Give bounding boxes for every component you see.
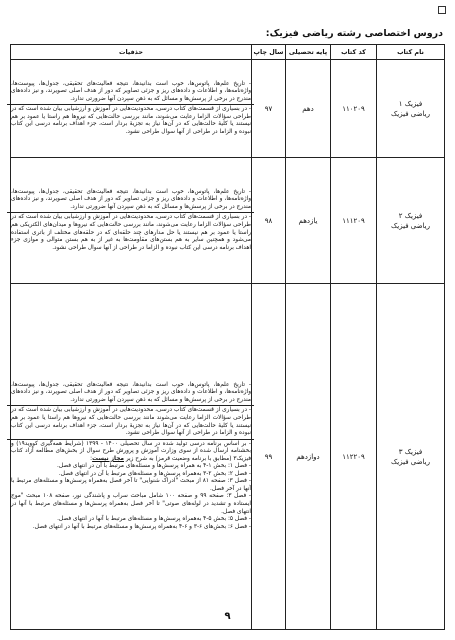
print-year: ۹۹ [252,284,286,630]
edition-paragraph [11,441,251,464]
book-name: فیزیک ۳ [398,447,423,456]
chapter-item: - فصل ۲: بخش ۲-۳ به‌همراه پرسش‌ها و مسئله‌های مرتبط با آن در انتهای فصل. [58,470,251,477]
book-name: فیزیک ۱ [398,99,423,108]
book-name-cell [377,284,445,630]
edition-paragraph: - در بسیاری از قسمت‌های کتاب درسی، محدودیت‌هایی در آموزش و ارزشیابی بیان شده است که در طراحی سؤالات الزاما رعایت می‌شوند، مانند بررسی حالت‌هایی که نیروها و میدان‌های الکتریکی هم راستا یا عمود بر هم نیستند یا حل مدارهای چند حلقه‌ای که در حلقه‌های مختلف از باتری استفاده می‌شود و همچنین سایر به هم بستن‌های مقاومت‌ها به غیر از به هم بستن متوالی و موازی جزء اهداف برنامه درسی این کتاب نبوده و الزاما در طراحی از آنها سوال طراحی نشود. [11,214,251,251]
header-book-name: نام کتاب [377,45,445,60]
editions-cell [11,284,252,630]
print-year: ۹۷ [252,60,286,158]
book-code: ۱۱۲۲۰۹ [331,284,377,630]
table-header-row [11,45,445,60]
header-print-year: سال چاپ [252,45,286,60]
chapter-item: - فصل ۶: بخش‌های ۶-۳ و ۶-۴ به‌همراه پرسش‌ها و مسئله‌های مرتبط با آنها در انتهای فصل. [32,523,251,530]
chapter-item: - فصل ۳: صفحه ۹۹ و صفحه ۱۰۰ شامل مباحث سراب و پاشندگی نور، صفحه ۱۰۸ مبحث "موج ایستاده و تشدید در لوله‌های صوتی" تا آخر فصل به‌همراه پرسش‌ها و مسئله‌های مرتبط با آنها در انتهای فصل. [11,493,251,515]
grade: دوازدهم [286,284,331,630]
book-code: ۱۱۱۲۰۹ [331,158,377,284]
header-editions: حذفیات [11,45,252,60]
header-grade: پایه تحصیلی [286,45,331,60]
header-book-code: کد کتاب [331,45,377,60]
book-field: ریاضی فیزیک [391,109,430,118]
book-code: ۱۱۰۲۰۹ [331,60,377,158]
edits-table [10,44,445,630]
book-field: ریاضی فیزیک [391,457,430,466]
edition-paragraph: - تاریخ علم‌ها، پاتوس‌ها، خوب است بدانیدها، نتیجه فعالیت‌های تحقیقی، جدول‌ها، پیوست‌ها، واژه‌نامه‌ها، و اطلاعات و داده‌های ریز و جزئی تصاویر که دور از هدف اصلی تصویرند، و نیز داده‌های مندرج در برخی از پرسش‌ها و مسائل که به ذهن سپردن آنها ضرورتی ندارد. [11,381,251,403]
book-name: فیزیک ۲ [398,211,423,220]
colon: : [90,455,93,462]
divider [7,439,254,440]
grade: دهم [286,60,331,158]
chapter-item: - فصل ۳: صفحه ۸۱ از مبحث "ادراک شنوایی" تا آخر فصل به‌همراه پرسش‌ها و مسئله‌های مرتبط با آنها در آخر فصل. [11,478,252,492]
grade: یازدهم [286,158,331,284]
checkbox-icon [438,6,446,14]
editions-cell [11,158,252,284]
edition-text: - بر اساس برنامه درسی تولید شده در سال تحصیلی ۱۴۰۰ - ۱۳۹۹ (شرایط همه‌گیری کووید۱۹) و بخشنامه ارسال شده از سوی وزارت آموزش و پرورش طرح سوال از بخش‌های مطالعه آزاد کتاب فیزیک۳ (مطابق با برنامه وضعیت قرمز) به شرح زیر [11,440,251,462]
table-row [11,158,445,284]
table-row [11,284,445,630]
book-name-cell [377,60,445,158]
page-number: ۹ [224,611,231,622]
emphasis-not-allowed: مجاز نیست [92,455,124,462]
edition-paragraph: - تاریخ علم‌ها، پاتوس‌ها، خوب است بدانیدها، نتیجه فعالیت‌های تحقیقی، جدول‌ها، پیوست‌ها، واژه‌نامه‌ها، و اطلاعات و داده‌های ریز و جزئی تصاویر که دور از هدف اصلی تصویرند، و نیز داده‌های مندرج در برخی از پرسش‌ها و مسائل که به ذهن سپردن آنها ضرورتی ندارد. [11,188,251,210]
table-row [11,60,445,158]
edition-paragraph: - در بسیاری از قسمت‌های کتاب درسی، محدودیت‌هایی در آموزش و ارزشیابی بیان شده است که در طراحی سؤالات الزاما رعایت می‌شوند، مانند بررسی حالت‌هایی که نیروها هم راستا یا عمود بر هم نیستند یا کلیهٔ حالت‌هایی که در آن‌ها نیاز به تجزیهٔ بردار است، جزء اهداف برنامه درسی این کتاب نبوده و الزاما در طراحی از آنها سوال طراحی نشود. [11,106,251,135]
edition-paragraph: - تاریخ علم‌ها، پاتوس‌ها، خوب است بدانیدها، نتیجه فعالیت‌های تحقیقی، جدول‌ها، پیوست‌ها، واژه‌نامه‌ها، و اطلاعات و داده‌های ریز و جزئی تصاویر که دور از هدف اصلی تصویرند، و نیز داده‌های مندرج در برخی از پرسش‌ها و مسائل که به ذهن سپردن آنها ضرورتی ندارد. [11,80,251,102]
book-name-cell [377,158,445,284]
chapter-item: - فصل ۵: بخش ۵-۴ به‌همراه پرسش‌ها و مسئله‌های مرتبط با آنها در انتهای فصل. [57,516,251,523]
edition-paragraph: - در بسیاری از قسمت‌های کتاب درسی، محدودیت‌هایی در آموزش و ارزشیابی بیان شده است که در طراحی سؤالات الزاما رعایت می‌شوند مانند بررسی حالت‌هایی که نیروها هم راستا یا عمود بر هم نیستند یا کلیهٔ حالت‌هایی که در آن‌ها نیاز به تجزیهٔ بردار است، جزء اهداف برنامه درسی این کتاب نبوده و الزاما در طراحی از آنها سوال طراحی نشود. [11,407,251,437]
book-field: ریاضی فیزیک [391,221,430,230]
chapter-item: - فصل ۱: بخش ۱-۴ به همراه پرسش‌ها و مسئله‌های مرتبط با آن در انتهای فصل. [57,463,251,470]
print-year: ۹۸ [252,158,286,284]
page-title: دروس اختصاصی رشته ریاضی فیزیک: [265,28,443,39]
editions-cell [11,60,252,158]
